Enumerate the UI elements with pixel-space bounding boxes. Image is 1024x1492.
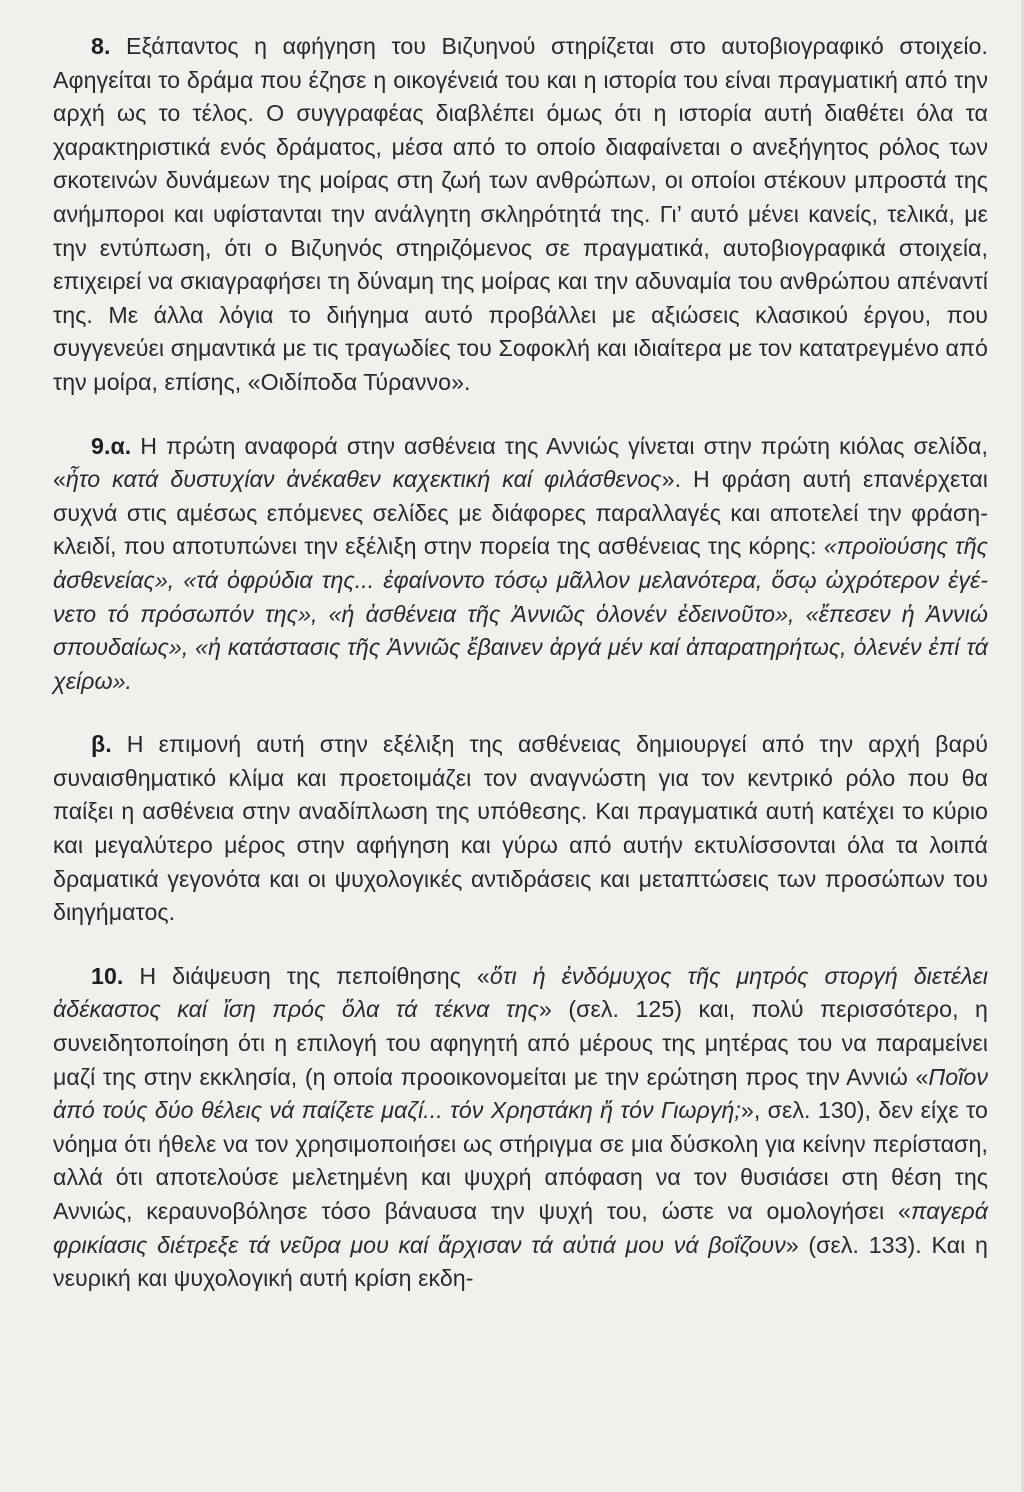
section-number: 10.	[91, 962, 124, 989]
section-9a	[53, 430, 988, 699]
paragraph-text: » (σελ. 133). Και η νευρική και ψυχολογική αυτή κρίση εκδη-	[53, 1231, 988, 1292]
section-number: 9.α.	[91, 432, 132, 459]
quoted-text: «προϊούσης τῆς ἀσθενείας», «τά ὀφρύδια της... ἐφαίνοντο τόσῳ μᾶλλον μελανότερα, ὅσῳ ὠχρότερον ἐγένετο τό πρόσωπόν της», «ἡ ἀσθένεια τῆς Ἀννιῶς ὁλονέν ἐδεινοῦτο», «ἔπεσεν ἡ Ἀννιώ σπουδαίως», «ἡ κατάστασις τῆς Ἀννιῶς ἔβαινεν ἀργά μέν καί ἀπαρατηρήτως, ὁλενέν ἐπί τά χείρω».	[53, 533, 989, 694]
quoted-text: ὅτι ἡ ἐνδόμυχος τῆς μητρός στοργή διετέλει ἀδέκαστος καί ἴση πρός ὅλα τά τέκνα της	[53, 962, 988, 1023]
section-8	[53, 30, 988, 400]
paragraph-text: Η διάψευση της πεποίθησης «	[123, 962, 490, 989]
section-number: β.	[91, 731, 112, 758]
quoted-text: Ποῖον ἀπό τούς δύο θέλεις νά παίζετε μαζί... τόν Χρηστάκη ἤ τόν Γιωργή;	[53, 1063, 988, 1124]
document-page	[53, 30, 988, 1326]
quoted-text: παγερά φρικίασις διέτρεξε τά νεῦρα μου καί ἄρχισαν τά αὐτιά μου νά βοΐζουν	[53, 1198, 988, 1258]
section-number: 8.	[91, 33, 111, 59]
paragraph-text: Η επιμονή αυτή στην εξέλιξη της ασθένειας δημιουργεί από την αρχή βαρύ συναισθηματικό κλίμα και προετοιμάζει τον αναγνώστη για τον κεντρικό ρόλο που θα παίξει η ασθένεια στην αναδίπλωση της υπόθεσης. Και πραγματικά αυτή κατέχει το κύριο και μεγαλύτερο μέρος στην αφήγηση και γύρω από αυτήν εκτυλίσσονται όλα τα λοιπά δραματικά γεγονότα και οι ψυχολογικές αντιδράσεις και μεταπτώσεις των προσώπων του διηγήματος.	[53, 731, 988, 926]
paragraph-text: » (σελ. 125) και, πολύ περισσότερο, η συνειδητοποίηση ότι η επιλογή του αφηγητή από μέρους της μητέρας του να παραμείνει μαζί της στην εκκλησία, (η οποία προοικονομείται με την ερώτηση προς την Αννιώ «	[53, 996, 988, 1090]
paragraph-text: Η πρώτη αναφορά στην ασθένεια της Αννιώς γίνεται στην πρώτη κιόλας σελίδα, «	[53, 432, 988, 493]
quoted-text: ἦτο κατά δυστυχίαν ἀνέκαθεν καχεκτική καί φιλάσθενος	[65, 466, 662, 493]
section-10	[53, 960, 988, 1296]
paragraph-text: ». Η φράση αυτή επανέρχεται συχνά στις αμέσως επόμενες σελίδες με διάφορες παραλλαγές και αποτελεί την φράση-κλειδί, που αποτυπώνει την εξέλιξη στην πορεία της ασθένειας της κόρης:	[53, 466, 988, 560]
paragraph-text: », σελ. 130), δεν είχε το νόημα ότι ήθελε να τον χρησιμοποιήσει ως στήριγμα σε μια δύσκολη για κείνην περίσταση, αλλά ότι αποτελούσε μελετημένη και ψυχρή απόφαση να τον θυσιάσει στη θέση της Αννιώς, κεραυνοβόλησε τόσο βάναυσα την ψυχή του, ώστε να ομολογήσει «	[53, 1097, 988, 1224]
section-9b	[53, 728, 988, 930]
paragraph-text: Εξάπαντος η αφήγηση του Βιζυηνού στηρίζεται στο αυτοβιογραφικό στοιχείο. Αφηγείται το δράμα που έζησε η οικογένειά του και η ιστορία του είναι πραγματική από την αρχή ως το τέλος. Ο συγγραφέας διαβλέπει όμως ότι η ιστορία αυτή διαθέτει όλα τα χαρακτηριστικά ενός δράματος, μέσα από το οποίο διαφαίνεται ο ανεξήγητος ρόλος των σκοτεινών δυνάμεων της μοίρας στη ζωή των ανθρώπων, οι οποίοι στέκουν μπροστά της ανήμποροι και υφίστανται την ανάλγητη σκληρότητά της. Γι’ αυτό μένει κανείς, τελικά, με την εντύπωση, ότι ο Βιζυηνός στηριζόμενος σε πραγματικά, αυτοβιογραφικά στοιχεία, επιχειρεί να σκιαγραφήσει τη δύναμη της μοίρας και την αδυναμία του ανθρώπου απέναντί της. Με άλλα λόγια το διήγημα αυτό προβάλλει με αξιώσεις κλασικού έργου, που συγγενεύει σημαντικά με τις τραγωδίες του Σοφοκλή και ιδιαίτερα με τον κατατρεγμένο από την μοίρα, επίσης, «Οιδίποδα Τύραννο».	[53, 33, 988, 395]
